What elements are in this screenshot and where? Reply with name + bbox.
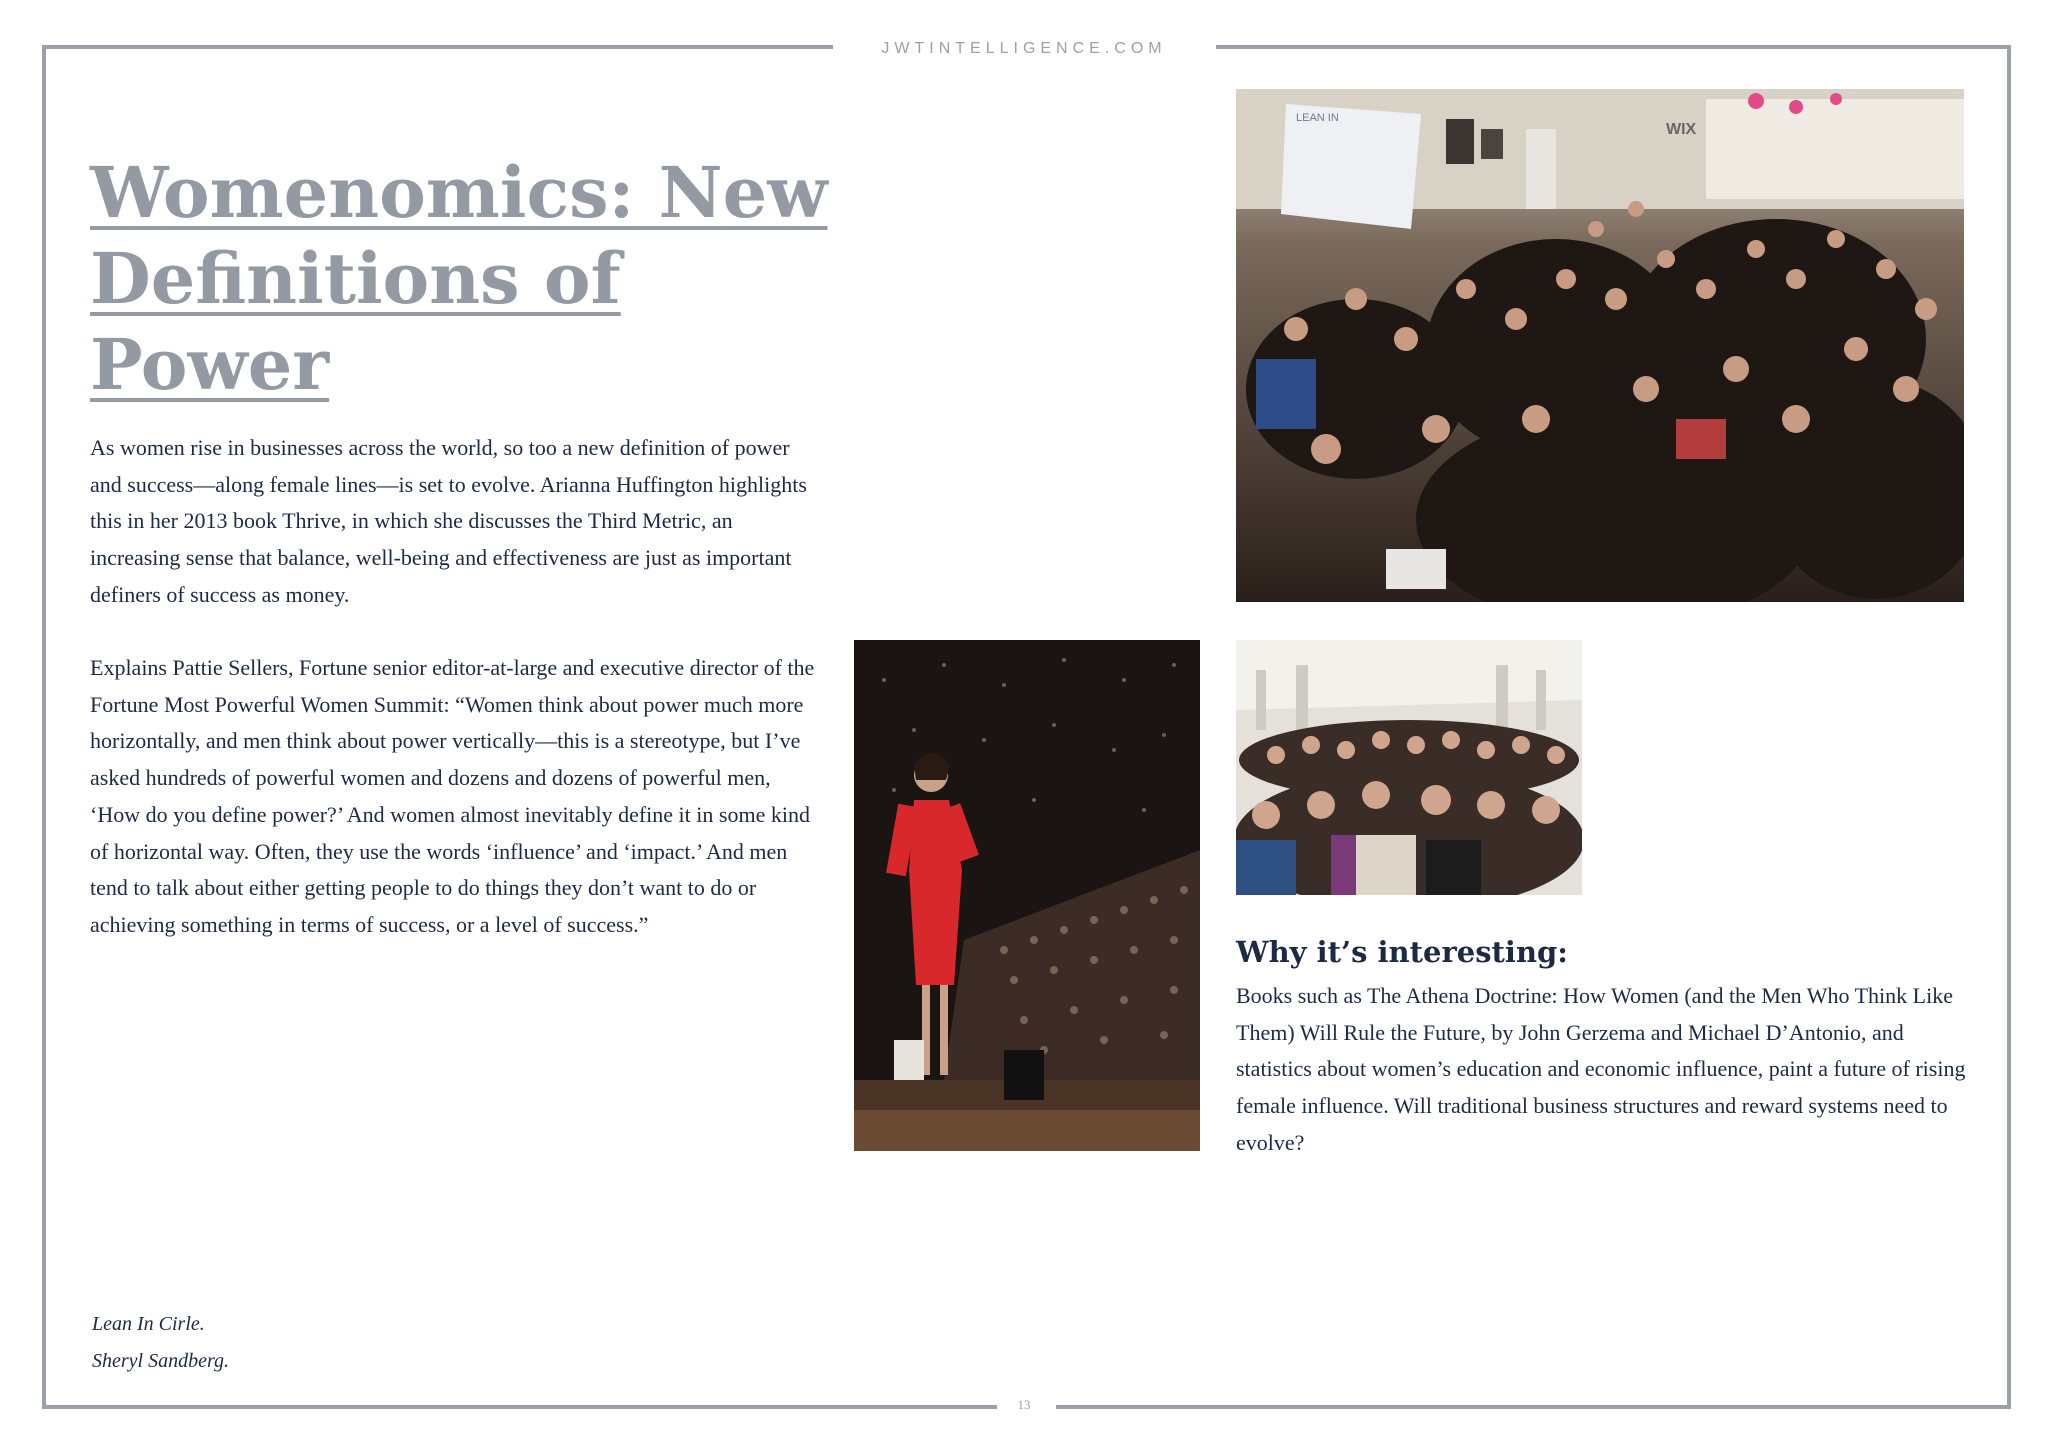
page-number: 13 [1017,1397,1031,1412]
title-line-2: Definitions of Power [90,237,621,406]
article-title [90,150,850,408]
paragraph-1: As women rise in businesses across the world, so too a new definition of power and success—along female lines—is set to evolve. Arianna Huffington highlights this in her 2013 book Thrive, in which she discusses the Third Metric, an increasing sense that balance, well-being and effectiveness are just as important definers of success as money. [90,435,807,607]
caption-sandberg: Sheryl Sandberg. [92,1350,230,1372]
paragraph-2: Explains Pattie Sellers, Fortune senior editor-at-large and executive director of the Fortune Most Powerful Women Summit: “Women think about power much more horizontally, and men think about power vertically—this is a stereotype, but I’ve asked hundreds of powerful women and dozens and dozens of powerful men, ‘How do you define power?’ And women almost inevitably define it in some kind of horizontal way. Often, they use the words ‘influence’ and ‘impact.’ And men tend to talk about either getting people to do things they don’t want to do or achieving something in terms of success, or a level of success.” [90,655,815,937]
frame-right [2007,45,2011,1409]
title-line-1: Womenomics: New [90,151,828,234]
wall-sign-text: WIX [1666,121,1697,138]
sheryl-sandberg-photo [854,640,1200,1151]
group-audience-photo [1236,640,1582,895]
caption-lean-in: Lean In Cirle. [92,1313,205,1335]
lean-in-circle-photo [1236,89,1964,602]
sidebar-text: Books such as The Athena Doctrine: How Women (and the Men Who Think Like Them) Will Rule the Future, by John Gerzema and Michael D’Antonio, and statistics about women’s education and economic influence, paint a future of rising female influence. Will traditional business structures and reward systems need to evolve? [1236,983,1966,1155]
site-url: JWTINTELLIGENCE.COM [881,40,1167,57]
frame-left [42,45,46,1409]
projector-screen-text: LEAN IN [1296,112,1339,124]
sidebar-heading: Why it’s interesting: [1236,935,1569,969]
